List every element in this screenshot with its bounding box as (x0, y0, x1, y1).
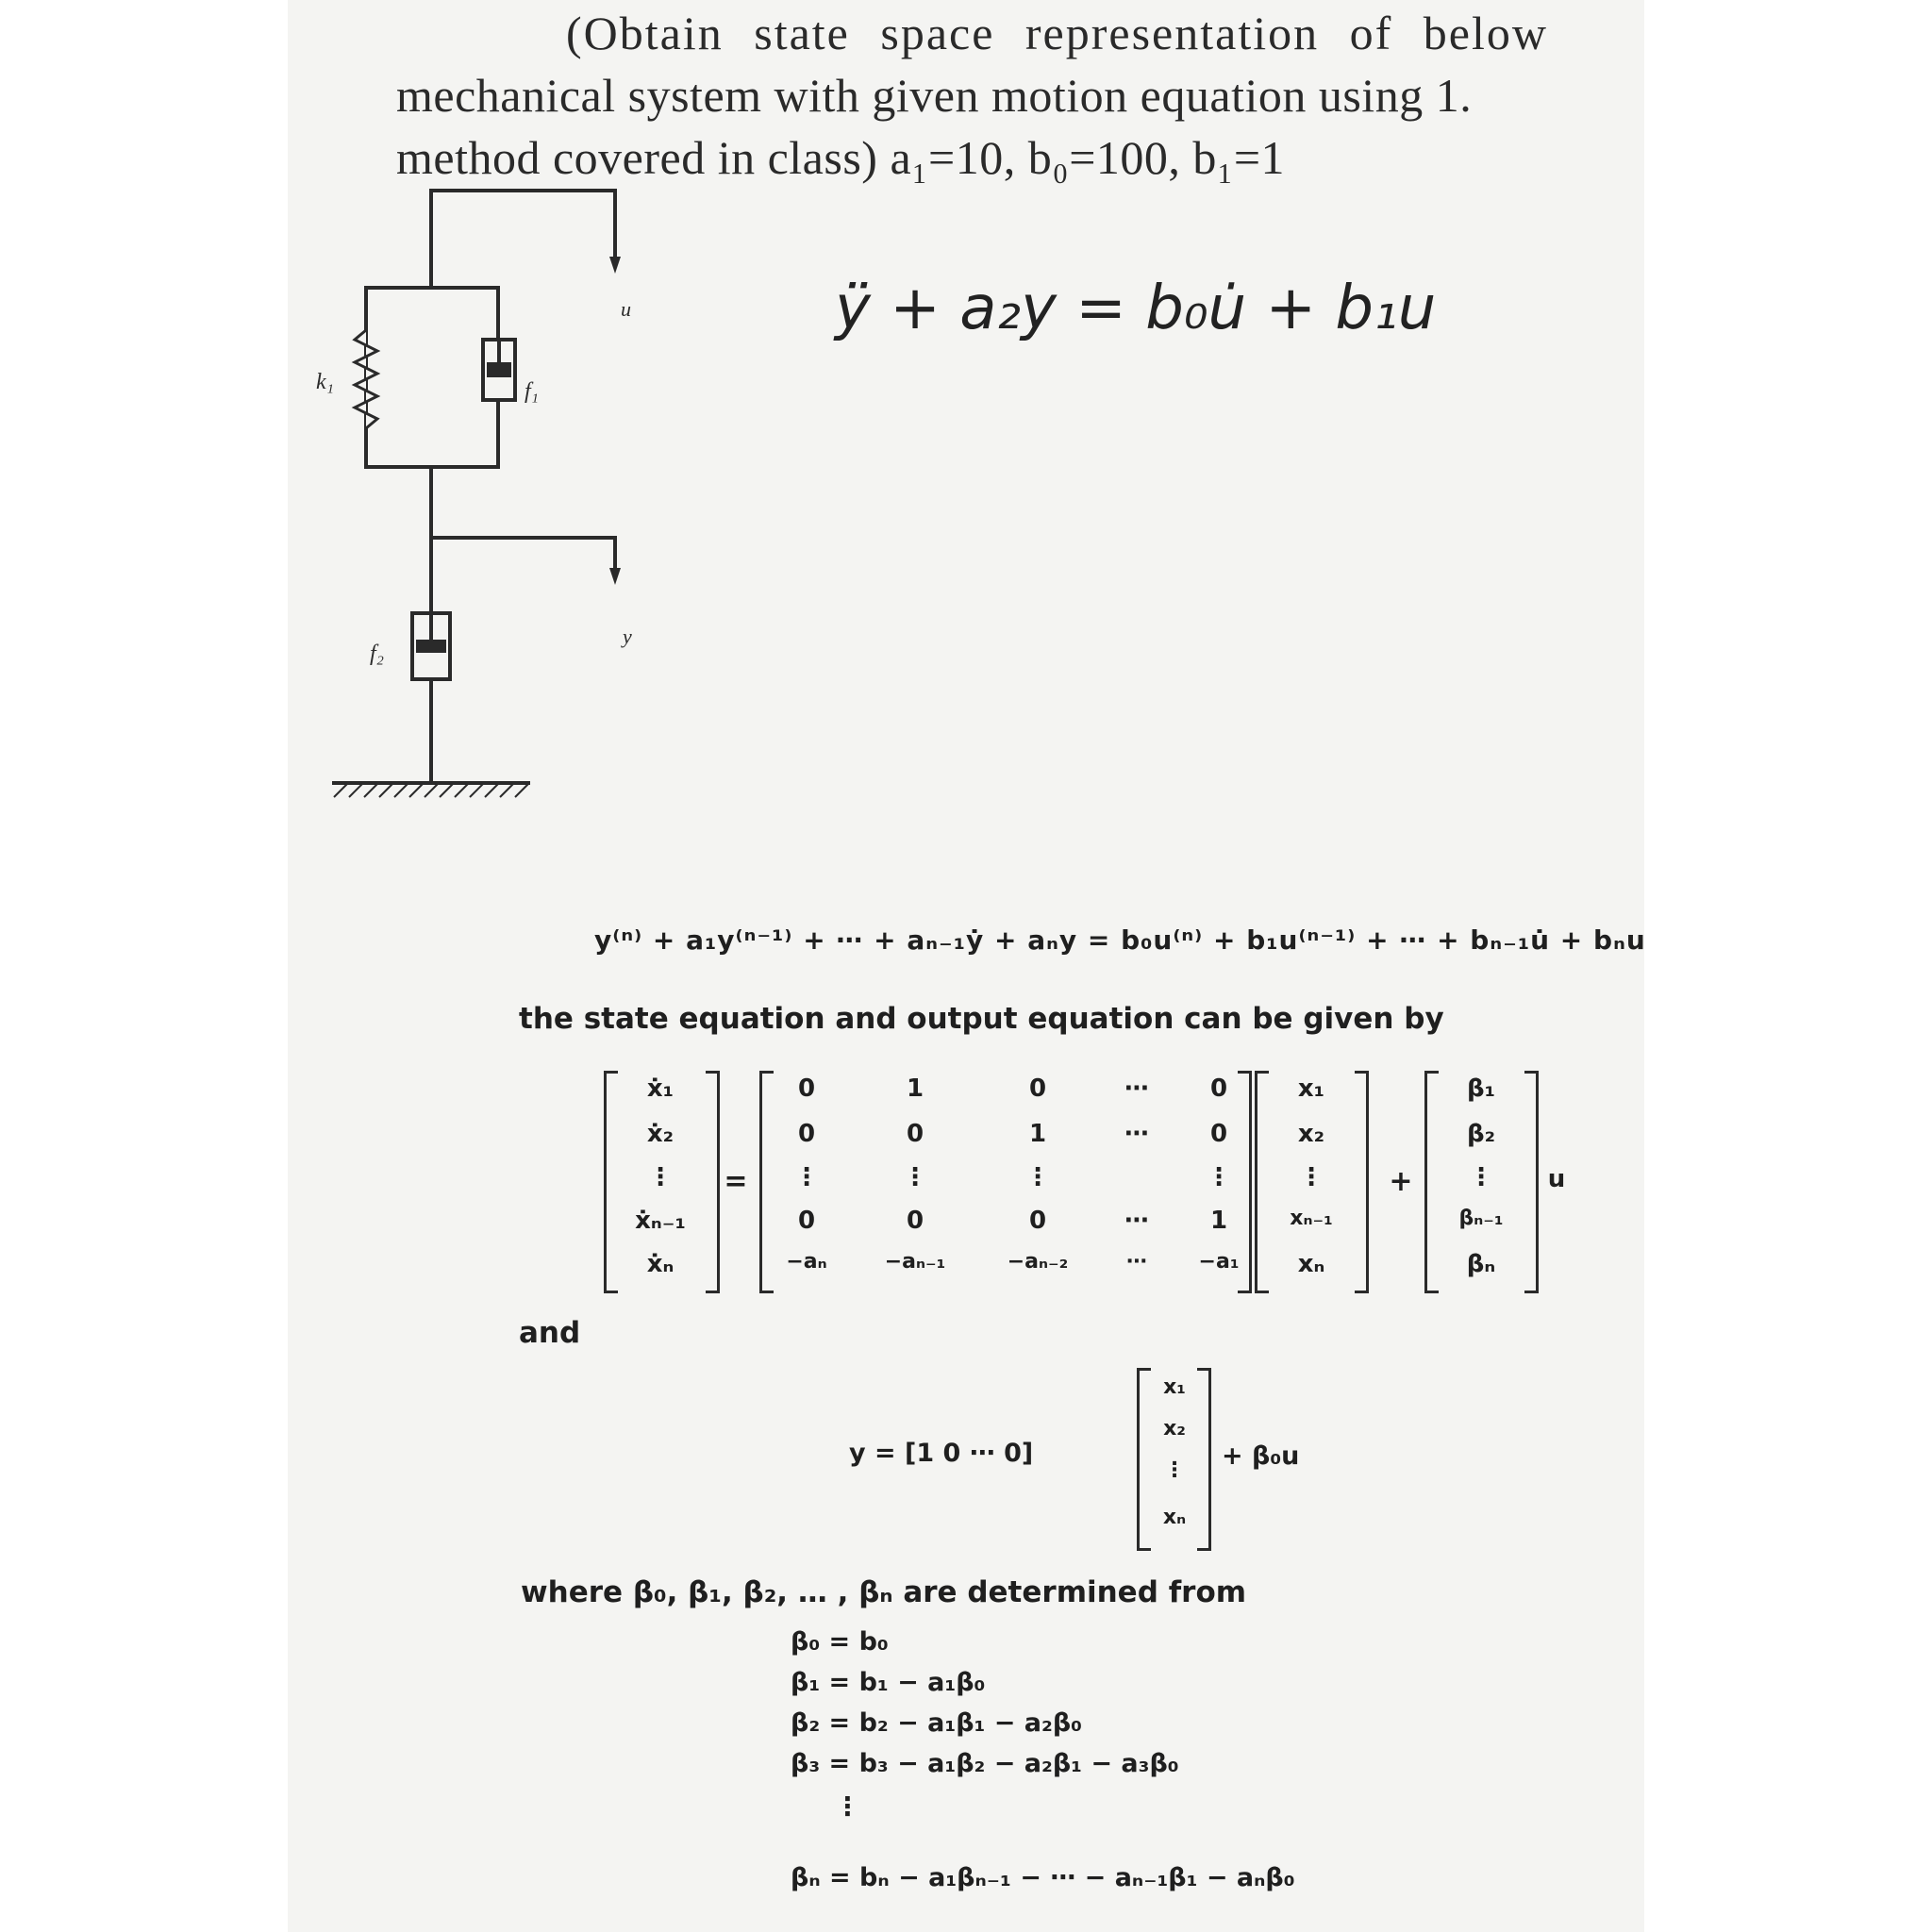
beta-vector-bracket-left (1424, 1071, 1439, 1293)
u-arrow-icon (609, 257, 621, 274)
label-u: u (621, 297, 631, 321)
state-equation-intro: the state equation and output equation can be given by (519, 1002, 1444, 1036)
beta-equation: β₁ = b₁ − a₁β₀ (791, 1668, 986, 1697)
x-vector-entry: ⋮ (1299, 1163, 1324, 1191)
a-matrix-cell: 1 (1209, 1207, 1228, 1235)
problem-title-line-1: (Obtain state space representation of below (566, 7, 1548, 59)
a-matrix-cell: 0 (906, 1120, 924, 1148)
beta-equation: β₀ = b₀ (791, 1627, 889, 1657)
a-matrix-bracket-left (759, 1071, 774, 1293)
a-matrix-cell: ⋮ (1207, 1163, 1231, 1191)
a-matrix-cell: ⋯ (1124, 1207, 1149, 1235)
a-matrix-cell: ⋯ (1126, 1250, 1147, 1274)
damper-f2 (416, 613, 446, 653)
a-matrix-cell: ⋯ (1124, 1120, 1149, 1148)
and-label: and (519, 1316, 581, 1350)
a-matrix-cell: 1 (1028, 1120, 1047, 1148)
lhs-entry: ẋ₁ (646, 1074, 675, 1103)
beta-vector-entry: β₂ (1467, 1120, 1495, 1148)
a-matrix-cell: 0 (1209, 1120, 1228, 1148)
output-x-entry: xₙ (1162, 1506, 1187, 1529)
output-x-bracket-right (1197, 1368, 1211, 1551)
a-matrix-cell: 0 (1209, 1074, 1228, 1103)
output-equation-lhs: y = [1 0 ⋯ 0] (849, 1439, 1034, 1468)
a-matrix-cell: −aₙ₋₁ (884, 1250, 946, 1274)
where-label: where β₀, β₁, β₂, … , βₙ are determined from (521, 1575, 1247, 1609)
mechanical-system-diagram (311, 189, 651, 830)
a-matrix-cell: 0 (1028, 1074, 1047, 1103)
lhs-bracket-left (604, 1071, 618, 1293)
output-x-entry: ⋮ (1164, 1458, 1185, 1482)
output-x-bracket-left (1137, 1368, 1151, 1551)
beta-equation: β₃ = b₃ − a₁β₂ − a₂β₁ − a₃β₀ (791, 1749, 1179, 1778)
a-matrix-cell: 0 (797, 1074, 816, 1103)
label-k1: k₁ (316, 370, 334, 394)
motion-equation: ÿ + a₂y = b₀u̇ + b₁u (835, 274, 1437, 343)
lhs-entry: ẋₙ₋₁ (635, 1207, 686, 1235)
y-arrow-icon (609, 568, 621, 585)
lhs-entry: ⋮ (648, 1163, 673, 1191)
a-matrix-cell: −a₁ (1198, 1250, 1240, 1274)
output-x-entry: x₂ (1163, 1417, 1186, 1441)
a-matrix-cell: 0 (797, 1120, 816, 1148)
general-equation: y⁽ⁿ⁾ + a₁y⁽ⁿ⁻¹⁾ + ⋯ + aₙ₋₁ẏ + aₙy = b₀u⁽ⁿ⁾ + b₁u⁽ⁿ⁻¹⁾ + ⋯ + bₙ₋₁u̇ + bₙu (594, 924, 1646, 956)
output-x-vector (1137, 1368, 1212, 1547)
beta-vector-entry: βₙ (1466, 1250, 1496, 1278)
a-matrix-cell: ⋯ (1124, 1074, 1149, 1103)
beta-vector-entry: ⋮ (1469, 1163, 1493, 1191)
x-vector-entry: xₙ₋₁ (1290, 1207, 1333, 1230)
problem-title-line-3: method covered in class) a₁=10, b₀=100, b₁=1 (396, 131, 1286, 184)
lhs-bracket-right (706, 1071, 720, 1293)
lhs-entry: ẋₙ (646, 1250, 675, 1278)
state-equation-matrix (604, 1061, 1575, 1297)
ground-hatch-icon (334, 784, 528, 797)
x-vector-entry: xₙ (1297, 1250, 1325, 1278)
a-matrix-cell: ⋮ (794, 1163, 819, 1191)
a-matrix-cell: ⋮ (1025, 1163, 1050, 1191)
x-vector-bracket-right (1355, 1071, 1369, 1293)
lhs-entry: ẋ₂ (646, 1120, 675, 1148)
a-matrix-cell: 0 (906, 1207, 924, 1235)
beta-equation: ⋮ (835, 1792, 860, 1822)
a-matrix-cell: 0 (1028, 1207, 1047, 1235)
a-matrix-cell: −aₙ (786, 1250, 827, 1274)
plus-sign: + (1389, 1165, 1413, 1198)
x-vector-entry: x₁ (1297, 1074, 1325, 1103)
damper-f1 (483, 340, 515, 400)
a-matrix-bracket-right (1238, 1071, 1252, 1293)
label-f1: f₁ (525, 379, 540, 404)
beta-vector-entry: β₁ (1467, 1074, 1495, 1103)
label-y: y (623, 625, 632, 648)
a-matrix-cell: 0 (797, 1207, 816, 1235)
x-vector-entry: x₂ (1297, 1120, 1325, 1148)
a-matrix-cell: 1 (906, 1074, 924, 1103)
label-f2: f₂ (370, 641, 385, 666)
input-u: u (1547, 1165, 1566, 1193)
output-x-entry: x₁ (1163, 1375, 1186, 1399)
beta-vector-entry: βₙ₋₁ (1458, 1207, 1504, 1230)
problem-title-line-2: mechanical system with given motion equation using 1. (396, 69, 1473, 122)
beta-equation: βₙ = bₙ − a₁βₙ₋₁ − ⋯ − aₙ₋₁β₁ − aₙβ₀ (791, 1863, 1295, 1892)
x-vector-bracket-left (1255, 1071, 1269, 1293)
a-matrix-cell: ⋮ (903, 1163, 927, 1191)
equals-sign: = (724, 1165, 748, 1198)
output-equation-rhs: + β₀u (1222, 1441, 1300, 1471)
beta-vector-bracket-right (1524, 1071, 1539, 1293)
a-matrix-cell: −aₙ₋₂ (1007, 1250, 1069, 1274)
beta-equation: β₂ = b₂ − a₁β₁ − a₂β₀ (791, 1708, 1082, 1738)
